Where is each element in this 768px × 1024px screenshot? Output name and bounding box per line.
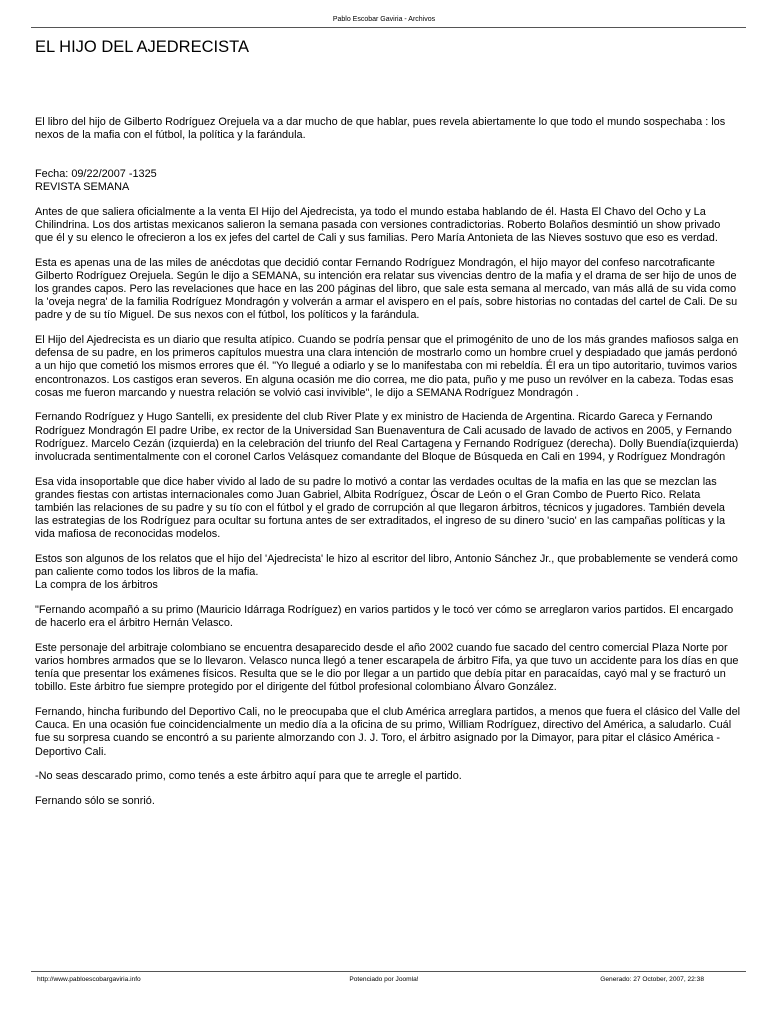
paragraph-4: Fernando Rodríguez y Hugo Santelli, ex presidente del club River Plate y ex ministro de Hacienda de Argentina. Ricardo Gareca y Fernando Rodríguez Mondragón El padre Uribe, ex rector de la Universidad San Buenaventura de Cali acusado de lavado de activos en 2005, y Fernando Rodríguez. Marcelo Cezán (izquierda) en la celebración del triunfo del Real Cartagena y Fernando Rodríguez (derecha). Dolly Buendía(izquierda) involucrada sentimentalmente con el coronel Carlos Velásquez comandante del Bloque de Búsqueda en Cali en 1994, y Rodríguez Mondragón — [35, 411, 739, 464]
paragraph-5: Esa vida insoportable que dice haber vivido al lado de su padre lo motivó a contar las verdades ocultas de la mafia en las que se mezclan las grandes fiestas con artistas internacionales como Juan Gabriel, Albita Rodríguez, Óscar de León o el Gran Combo de Puerto Rico. Relata también las relaciones de su padre y su tío con el fútbol y el grado de corrupción al que llegaron árbitros, técnicos y jugadores. También devela las estrategias de los Rodríguez para ocultar su fortuna antes de ser extraditados, el ingreso de su dinero 'sucio' en las campañas políticas y la vida mafiosa de reconocidas modelos. — [35, 475, 726, 541]
article-date: Fecha: 09/22/2007 -1325 — [35, 167, 157, 180]
article-body — [35, 116, 741, 819]
paragraph-9: -No seas descarado primo, como tenés a este árbitro aquí para que te arregle el partido. — [35, 770, 462, 783]
paragraph-2: Esta es apenas una de las miles de anécdotas que decidió contar Fernando Rodríguez Mondragón, el hijo mayor del confeso narcotraficante Gilberto Rodríguez Orejuela. Según le dijo a SEMANA, su intención era relatar sus vivencias dentro de la mafia y el drama de ser hijo de unos de los grandes capos. Pero las revelaciones que hace en las 200 páginas del libro, que sale esta semana al mercado, van más allá de su vida como la 'oveja negra' de la familia Rodríguez Mondragón y volverán a armar el avispero en el país, sobre historias no contadas del cartel de Cali. De su padre y de su tío Miguel. De sus nexos con el fútbol, los políticos y la farándula. — [35, 256, 738, 322]
paragraph-1: Antes de que saliera oficialmente a la venta El Hijo del Ajedrecista, ya todo el mundo estaba hablando de él. Hasta El Chavo del Ocho y La Chilindrina. Los dos artistas mexicanos salieron la semana pasada con versiones contradictorias. Roberto Bolaños desmintió un show privado que él y su elenco le ofrecieron a los ex jefes del cartel de Cali y sus familias. Pero María Antonieta de las Nieves sostuvo que eso es verdad. — [35, 205, 721, 244]
paragraph-7: Este personaje del arbitraje colombiano se encuentra desaparecido desde el año 2002 cuando fue sacado del centro comercial Plaza Norte por varios hombres armados que se lo llevaron. Velasco nunca llegó a tener escarapela de árbitro Fifa, ya que tuvo un accidente para los días en que tenía que presentar los exámenes físicos. Resulta que se le dio por llegar a un partido que debía pitar en paracaídas, cayó mal y se fracturó un tobillo. Este árbitro fue siempre protegido por el dirigente del fútbol profesional colombiano Álvaro González. — [35, 641, 739, 694]
article-source: REVISTA SEMANA — [35, 181, 130, 193]
footer-generated-date: Generado: 27 October, 2007, 22:38 — [600, 976, 704, 983]
relatos-text: Estos son algunos de los relatos que el hijo del 'Ajedrecista' le hizo al escritor del libro, Antonio Sánchez Jr., que probablemente se venderá como pan caliente como todos los libros de la mafia. — [35, 553, 738, 579]
footer-url-link[interactable]: http://www.pabloescobargaviria.info — [37, 976, 141, 983]
article-title: EL HIJO DEL AJEDRECISTA — [35, 38, 249, 56]
footer-powered-by: Potenciado por Joomla! — [349, 976, 419, 983]
article-summary: El libro del hijo de Gilberto Rodríguez Orejuela va a dar mucho de que hablar, pues revela abiertamente lo que todo el mundo sospechaba : los nexos de la mafia con el fútbol, la política y la farándula. — [35, 116, 726, 142]
footer-divider — [31, 971, 746, 972]
section-heading-arbitros: La compra de los árbitros — [35, 579, 158, 592]
paragraph-8: Fernando, hincha furibundo del Deportivo Cali, no le preocupaba que el club América arreglara partidos, a menos que fuera el clásico del Valle del Cauca. En una ocasión fue coincidencialmente un medio día a la oficina de su primo, William Rodríguez, directivo del América, a saludarlo. Cuál fue su sorpresa cuando se encontró a su pariente almorzando con J. J. Toro, el árbitro asignado por la Dimayor, para pitar el clásico América - Deportivo Cali. — [35, 706, 741, 758]
header-divider — [31, 27, 746, 28]
article-meta — [35, 168, 741, 194]
paragraph-relatos — [35, 553, 741, 593]
spacer — [35, 154, 741, 168]
paragraph-6: "Fernando acompañó a su primo (Mauricio Idárraga Rodríguez) en varios partidos y le tocó ver cómo se arreglaron varios partidos. El encargado de hacerlo era el árbitro Hernán Velasco. — [35, 604, 734, 630]
paragraph-3: El Hijo del Ajedrecista es un diario que resulta atípico. Cuando se podría pensar que el primogénito de uno de los más grandes mafiosos salga en defensa de su padre, en los primeros capítulos muestra una clara intención de mostrarlo como un hombre cruel y despiadado que jamás perdonó a un hijo que cometió los mismos errores que él. "Yo llegué a odiarlo y se lo manifestaba con mi rebeldía. Él era un tipo autoritario, tuvimos varios encontronazos. Los castigos eran severos. En alguna ocasión me dio correa, me dio pata, puño y me puso un revólver en la cabeza. Todas esas cosas me fueron marcando y nuestra relación se volvió casi invivible", le dijo a SEMANA Rodríguez Mondragón . — [35, 334, 739, 399]
paragraph-10: Fernando sólo se sonrió. — [35, 794, 155, 807]
site-header-title: Pablo Escobar Gaviria - Archivos — [332, 16, 436, 23]
